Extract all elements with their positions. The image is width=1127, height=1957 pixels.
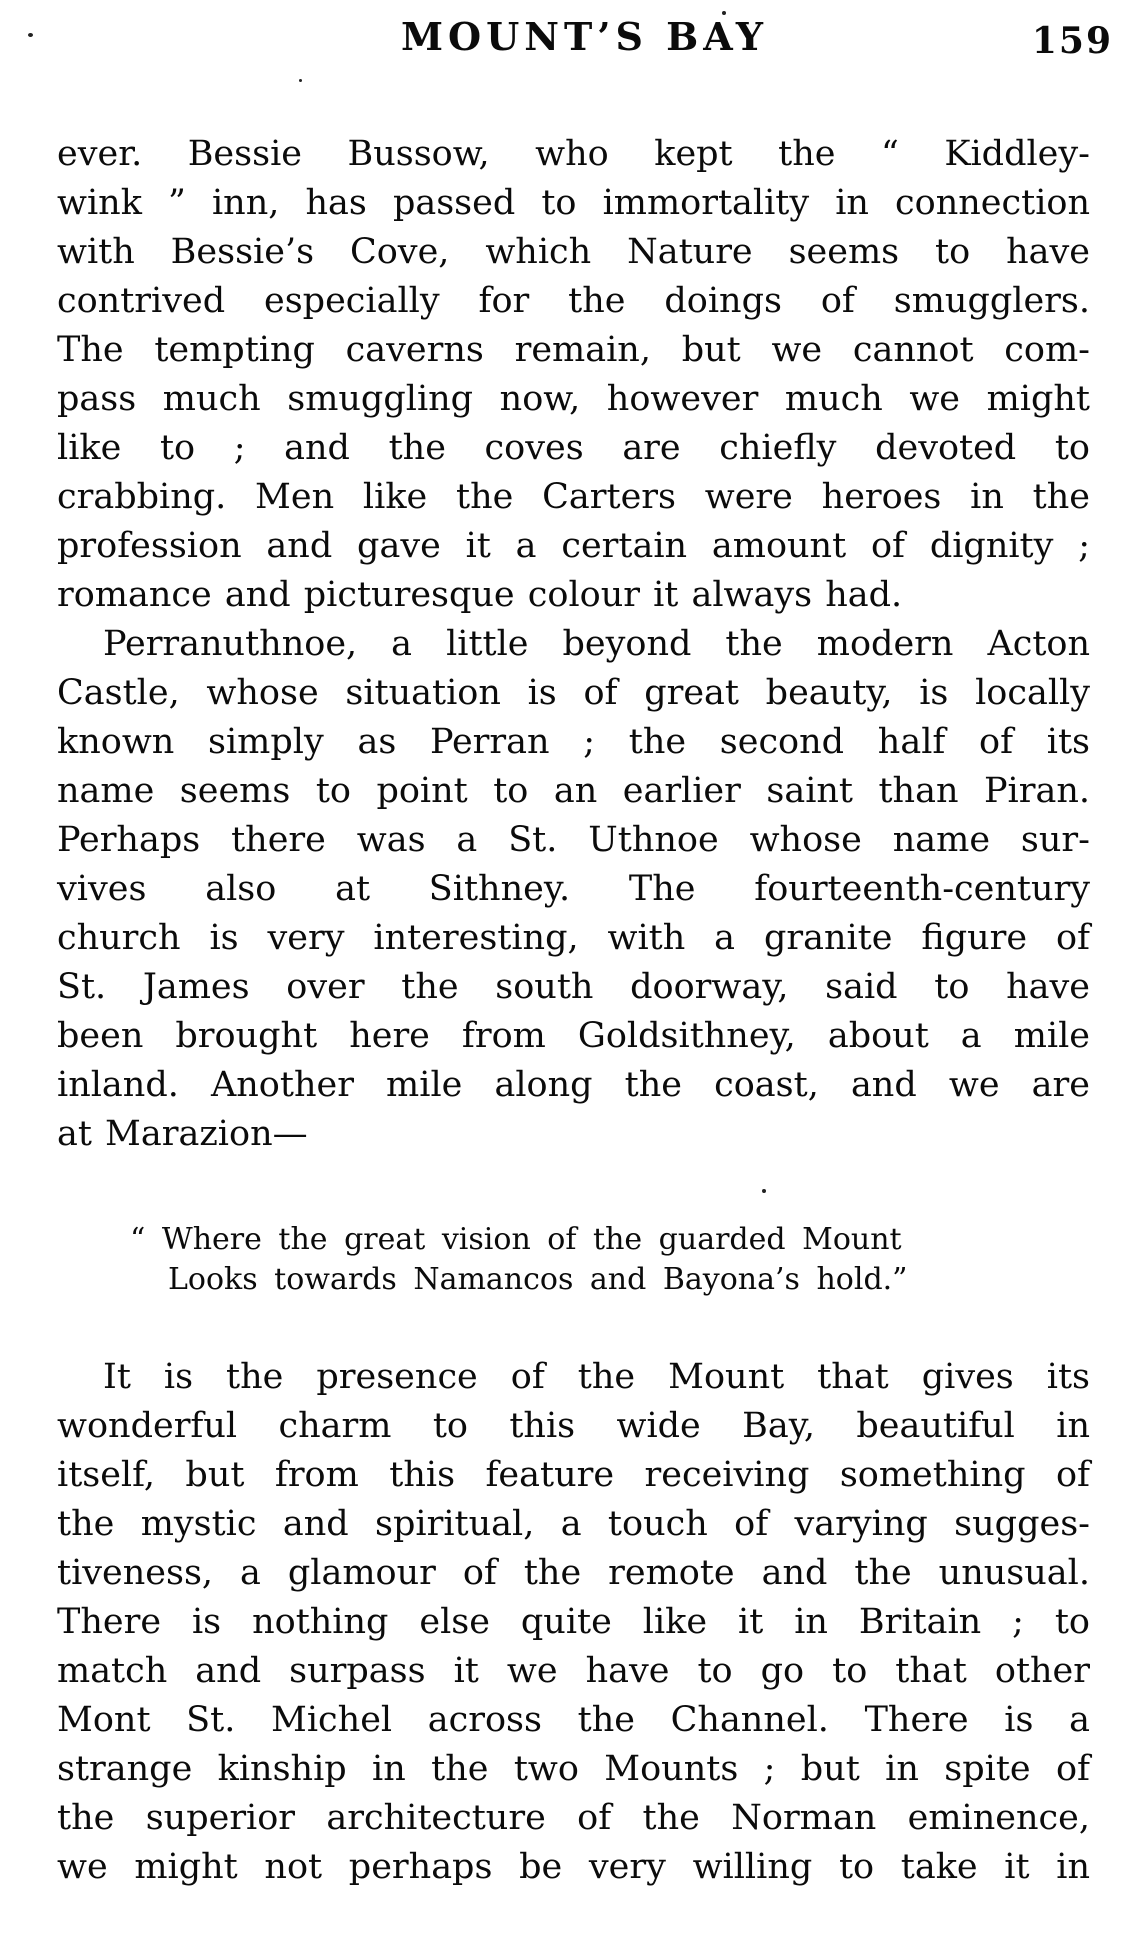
text-line: vives also at Sithney. The fourteenth-century — [57, 869, 1090, 909]
text-line: Perranuthnoe, a little beyond the modern Acton — [103, 624, 1090, 664]
verse-line: Looks towards Namancos and Bayona’s hold.” — [168, 1262, 908, 1297]
text-line: Mont St. Michel across the Channel. There is a — [57, 1700, 1090, 1740]
running-header-title: MOUNT’S BAY — [400, 14, 769, 59]
text-line: It is the presence of the Mount that gives its — [103, 1357, 1090, 1397]
text-line: name seems to point to an earlier saint than Piran. — [57, 771, 1090, 811]
body-text-block-2 — [57, 1353, 1090, 1892]
body-text-block-1 — [57, 130, 1090, 1159]
text-line: been brought here from Goldsithney, about a mile — [57, 1016, 1090, 1056]
verse-line: “ Where the great vision of the guarded Mount — [130, 1222, 902, 1257]
text-line: profession and gave it a certain amount of dignity ; — [57, 526, 1090, 566]
text-line: romance and picturesque colour it always had. — [57, 575, 903, 615]
text-line: church is very interesting, with a granite figure of — [57, 918, 1090, 958]
text-line: pass much smuggling now, however much we might — [57, 379, 1090, 419]
text-line: the superior architecture of the Norman eminence, — [57, 1798, 1090, 1838]
text-line: wonderful charm to this wide Bay, beautiful in — [57, 1406, 1090, 1446]
text-line: The tempting caverns remain, but we cannot com- — [57, 330, 1090, 370]
text-line: wink ” inn, has passed to immortality in connection — [57, 183, 1090, 223]
text-line: contrived especially for the doings of smugglers. — [57, 281, 1090, 321]
verse-quote — [130, 1220, 930, 1300]
text-line: inland. Another mile along the coast, and we are — [57, 1065, 1090, 1105]
text-line: like to ; and the coves are chiefly devoted to — [57, 428, 1090, 468]
scan-speck — [299, 79, 302, 82]
text-line: Perhaps there was a St. Uthnoe whose name sur- — [57, 820, 1090, 860]
text-line: tiveness, a glamour of the remote and the unusual. — [57, 1553, 1090, 1593]
text-line: itself, but from this feature receiving something of — [57, 1455, 1090, 1495]
text-line: Castle, whose situation is of great beauty, is locally — [57, 673, 1090, 713]
text-line: the mystic and spiritual, a touch of varying sugges- — [57, 1504, 1090, 1544]
text-line: There is nothing else quite like it in Britain ; to — [57, 1602, 1090, 1642]
text-line: at Marazion— — [57, 1114, 308, 1154]
text-line: strange kinship in the two Mounts ; but in spite of — [57, 1749, 1090, 1789]
text-line: match and surpass it we have to go to that other — [57, 1651, 1090, 1691]
text-line: known simply as Perran ; the second half of its — [57, 722, 1090, 762]
text-line: with Bessie’s Cove, which Nature seems to have — [57, 232, 1090, 272]
text-line: ever. Bessie Bussow, who kept the “ Kiddley- — [57, 134, 1090, 174]
text-line: St. James over the south doorway, said to have — [57, 967, 1090, 1007]
text-line: we might not perhaps be very willing to take it in — [57, 1847, 1090, 1887]
text-line: crabbing. Men like the Carters were heroes in the — [57, 477, 1090, 517]
scan-speck — [762, 1189, 766, 1193]
page-number: 159 — [1031, 20, 1113, 62]
